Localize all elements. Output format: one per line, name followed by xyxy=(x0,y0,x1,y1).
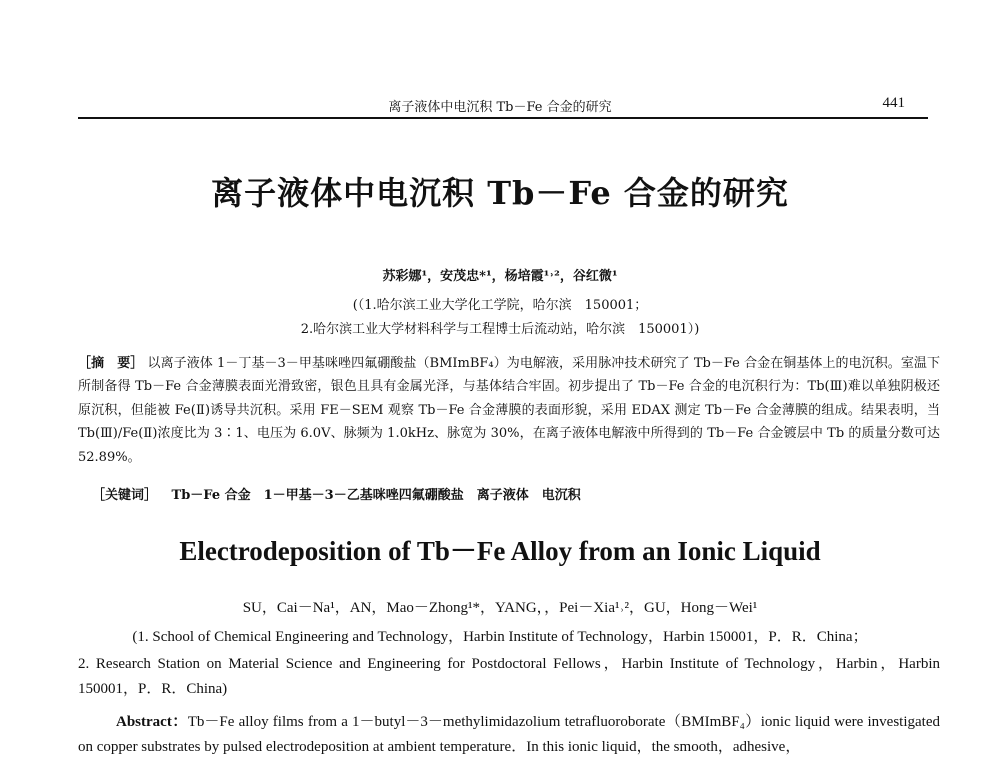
affiliation-cn-1: (（1.哈尔滨工业大学化工学院，哈尔滨 150001； xyxy=(352,298,648,313)
keywords-cn xyxy=(92,484,932,503)
affiliation-cn-2: 2.哈尔滨工业大学材料科学与工程博士后流动站，哈尔滨 150001）) xyxy=(300,322,700,337)
abstract-en xyxy=(78,710,940,760)
running-title: 离子液体中电沉积 Tb－Fe 合金的研究 xyxy=(388,100,612,115)
running-header xyxy=(0,96,1000,116)
page-number: 441 xyxy=(882,95,905,111)
affiliation-en-2: 2. Research Station on Material Science and Engineering for Postdoctoral Fellows，Harbin Institute of Technology，Harbin，Harbin 150001，P．R．China) xyxy=(78,656,940,697)
abstract-en-label: Abstract： xyxy=(116,714,188,730)
authors-en: SU，Cai－Na¹，AN，Mao－Zhong¹*，YANG，，Pei－Xia¹˒²，GU，Hong－Wei¹ xyxy=(242,600,758,616)
keywords-cn-label: ［关键词］ xyxy=(92,488,158,503)
abstract-cn-label: ［摘 要］ xyxy=(78,356,144,371)
title-en: Electrodeposition of Tb－Fe Alloy from an Ionic Liquid xyxy=(179,536,821,566)
keywords-cn-text: Tb－Fe 合金 1－甲基－3－乙基咪唑四氟硼酸盐 离子液体 电沉积 xyxy=(171,488,581,503)
title-cn: 离子液体中电沉积 Tb－Fe 合金的研究 xyxy=(211,174,789,212)
abstract-cn-text: 以离子液体 1－丁基－3－甲基咪唑四氟硼酸盐（BMImBF₄）为电解液，采用脉冲技术研究了 Tb－Fe 合金在铜基体上的电沉积。室温下所制备得 Tb－Fe 合金薄膜表面光滑致密，银色且具有金属光泽，与基体结合牢固。初步提出了 Tb－Fe 合金的电沉积行为：Tb(Ⅲ)难以单独阴极还原沉积，但能被 Fe(Ⅱ)诱导共沉积。采用 FE－SEM 观察 Tb－Fe 合金薄膜的表面形貌，采用 EDAX 测定 Tb－Fe 合金薄膜的组成。结果表明，当 Tb(Ⅲ)/Fe(Ⅱ)浓度比为 3∶1、电压为 6.0V、脉频为 1.0kHz、脉宽为 30%，在离子液体电解液中所得到的 Tb－Fe 合金镀层中 Tb 的质量分数可达 52.89%。 xyxy=(78,356,940,465)
affiliation-en-1: (1. School of Chemical Engineering and Technology，Harbin Institute of Technology，Harbin 150001，P．R．China； xyxy=(132,629,868,645)
authors-cn: 苏彩娜¹，安茂忠*¹，杨培霞¹˒²，谷红微¹ xyxy=(382,269,618,284)
abstract-en-text: Tb－Fe alloy films from a 1－butyl－3－methylimidazolium tetrafluoroborate（BMImBF₄）ionic liquid were investigated on copper substrates by pulsed electrodeposition at ambient temperature．In this ionic liquid，the smooth，adhesive， xyxy=(78,714,940,755)
abstract-cn xyxy=(78,352,940,469)
header-rule xyxy=(78,117,928,119)
